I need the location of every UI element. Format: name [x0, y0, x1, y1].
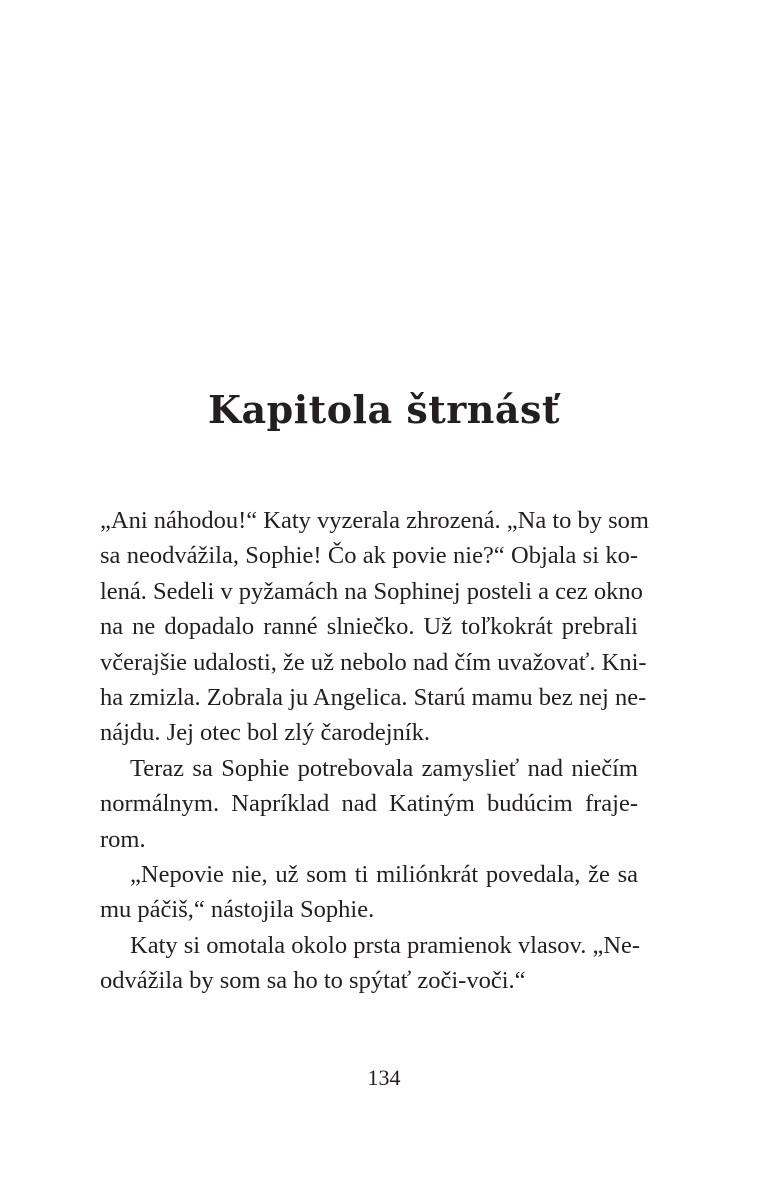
text-line: „Nepovie nie, už som ti miliónkrát povedala, že sa	[130, 860, 638, 888]
page-number: 134	[367, 1065, 401, 1090]
text-line: včerajšie udalosti, že už nebolo nad čím uvažovať. Kni-	[100, 648, 647, 676]
text-line: na ne dopadalo ranné slniečko. Už toľkokrát prebrali	[100, 613, 638, 641]
text-line: sa neodvážila, Sophie! Čo ak povie nie?“ Objala si ko-	[100, 542, 638, 570]
text-line: Teraz sa Sophie potrebovala zamyslieť nad niečím	[130, 754, 638, 782]
text-line: Katy si omotala okolo prsta pramienok vlasov. „Ne-	[130, 931, 641, 959]
text-line: normálnym. Napríklad nad Katiným budúcim fraje-	[100, 790, 638, 818]
text-line: lená. Sedeli v pyžamách na Sophinej posteli a cez okno	[100, 577, 643, 605]
text-line: odvážila by som sa ho to spýtať zoči-voči.“	[100, 967, 526, 995]
chapter-title: Kapitola štrnásť	[207, 387, 560, 432]
text-line: mu páčiš,“ nástojila Sophie.	[100, 896, 375, 924]
text-line: ha zmizla. Zobrala ju Angelica. Starú mamu bez nej ne-	[100, 683, 647, 711]
text-line: rom.	[100, 825, 146, 853]
body-text	[100, 503, 649, 998]
text-line: „Ani náhodou!“ Katy vyzerala zhrozená. „Na to by som	[100, 507, 649, 534]
text-line: nájdu. Jej otec bol zlý čarodejník.	[100, 719, 430, 747]
